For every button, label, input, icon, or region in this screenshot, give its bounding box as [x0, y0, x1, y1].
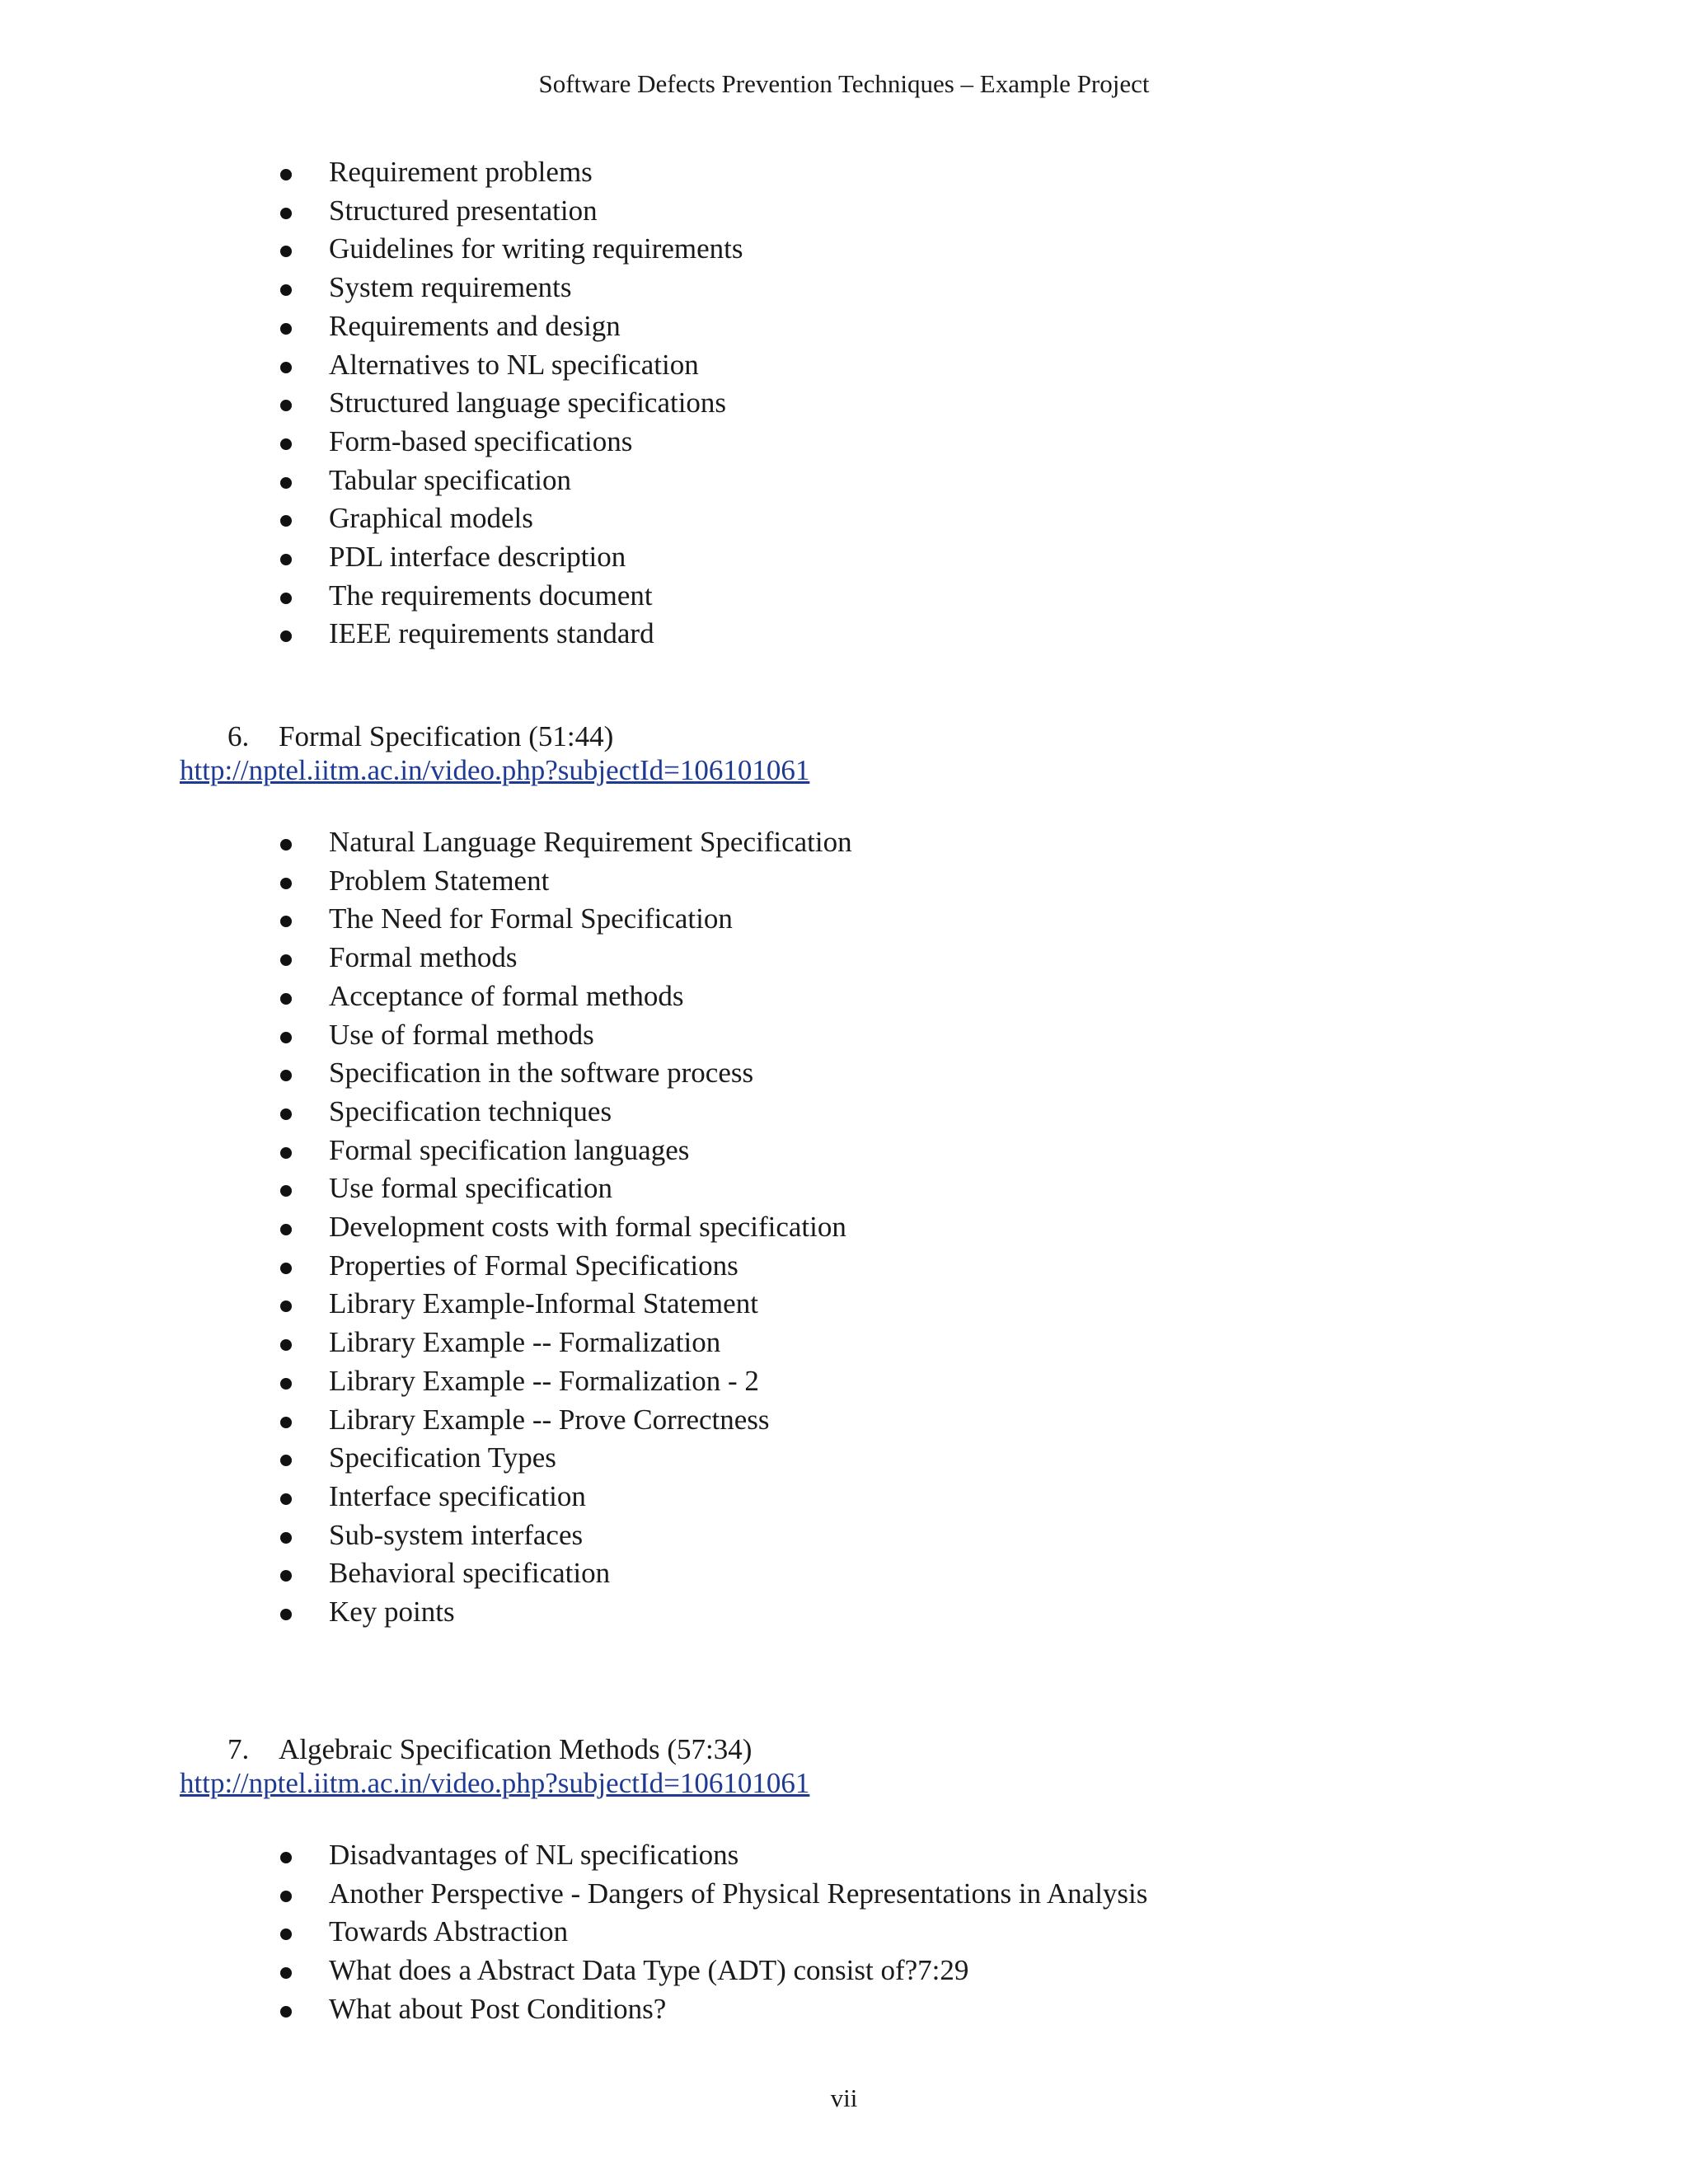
list-item: [278, 900, 852, 939]
list-item: [278, 1478, 852, 1516]
bullet-icon: [280, 1108, 292, 1120]
bullet-icon: [280, 1224, 292, 1235]
section-title: Algebraic Specification Methods (57:34): [279, 1733, 753, 1765]
list-item: [278, 1324, 852, 1362]
list-item-text: Use of formal methods: [329, 1018, 594, 1051]
list-item: [278, 1952, 1147, 1990]
section-7-heading: [227, 1732, 752, 1768]
list-item-text: Disadvantages of NL specifications: [329, 1839, 739, 1871]
list-item-text: Library Example -- Prove Correctness: [329, 1403, 770, 1436]
section-number: 7.: [227, 1733, 250, 1765]
list-item-text: Structured presentation: [329, 194, 598, 227]
list-item: [278, 1247, 852, 1286]
list-item-text: PDL interface description: [329, 541, 626, 574]
list-item: [278, 823, 852, 862]
section-title: Formal Specification (51:44): [279, 720, 614, 752]
list-item: [278, 423, 743, 462]
list-item: [278, 538, 743, 577]
bullet-icon: [280, 630, 292, 642]
list-item: [278, 1362, 852, 1401]
list-item: [278, 384, 743, 423]
list-item-text: Behavioral specification: [329, 1557, 611, 1590]
list-item: [278, 1208, 852, 1247]
bullet-icon: [280, 839, 292, 851]
bullet-icon: [280, 2006, 292, 2018]
list-item-text: Sub-system interfaces: [329, 1518, 584, 1551]
list-item-text: Specification techniques: [329, 1094, 612, 1127]
list-item-text: Requirement problems: [329, 156, 593, 188]
list-item-text: Library Example -- Formalization - 2: [329, 1364, 759, 1397]
section-6-link[interactable]: http://nptel.iitm.ac.in/video.php?subjectId=106101061: [180, 754, 810, 786]
list-item-text: The Need for Formal Specification: [329, 902, 733, 935]
bullet-icon: [280, 362, 292, 373]
bullet-icon: [280, 1891, 292, 1902]
list-item-text: Formal specification languages: [329, 1133, 690, 1166]
bullet-icon: [280, 208, 292, 219]
list-item: [278, 577, 743, 616]
list-item-text: System requirements: [329, 271, 572, 304]
bullet-icon: [280, 993, 292, 1005]
list-item: [278, 1516, 852, 1555]
list-item-text: What does a Abstract Data Type (ADT) consist of?7:29: [329, 1954, 969, 1987]
list-item-text: Key points: [329, 1596, 455, 1629]
bullet-icon: [280, 1455, 292, 1466]
list-item: [278, 1401, 852, 1440]
top-bullet-list: [278, 153, 743, 654]
list-item: [278, 1169, 852, 1208]
list-item: [278, 1132, 852, 1170]
bullet-icon: [280, 323, 292, 335]
bullet-icon: [280, 1929, 292, 1940]
list-item: [278, 307, 743, 346]
section-6-heading: [227, 719, 613, 755]
page-number: vii: [830, 2083, 858, 2112]
list-item: [278, 615, 743, 654]
bullet-icon: [280, 1532, 292, 1544]
list-item-text: Specification Types: [329, 1441, 556, 1474]
section-7-link[interactable]: http://nptel.iitm.ac.in/video.php?subjectId=106101061: [180, 1767, 810, 1799]
list-item: [278, 192, 743, 231]
list-item-text: Form-based specifications: [329, 424, 633, 457]
list-item-text: Library Example -- Formalization: [329, 1326, 721, 1359]
list-item: [278, 1593, 852, 1632]
bullet-icon: [280, 878, 292, 889]
list-item: [278, 1913, 1147, 1952]
list-item: [278, 1054, 852, 1093]
list-item-text: Another Perspective - Dangers of Physical Representations in Analysis: [329, 1877, 1148, 1910]
list-item-text: Problem Statement: [329, 864, 550, 897]
bullet-icon: [280, 1301, 292, 1312]
bullet-icon: [280, 246, 292, 257]
list-item-text: Properties of Formal Specifications: [329, 1249, 738, 1282]
bullet-icon: [280, 169, 292, 180]
list-item-text: The requirements document: [329, 579, 653, 612]
list-item-text: Library Example-Informal Statement: [329, 1287, 758, 1320]
list-item: [278, 1016, 852, 1055]
bullet-icon: [280, 1417, 292, 1428]
list-item-text: Use formal specification: [329, 1172, 613, 1205]
list-item: [278, 862, 852, 901]
bullet-icon: [280, 1263, 292, 1274]
list-item: [278, 346, 743, 385]
list-item: [278, 153, 743, 192]
list-item: [278, 1554, 852, 1593]
list-item-text: Formal methods: [329, 941, 518, 974]
section-7-bullet-list: [278, 1836, 1147, 2029]
bullet-icon: [280, 400, 292, 411]
bullet-icon: [280, 1493, 292, 1505]
list-item: [278, 499, 743, 538]
bullet-icon: [280, 1852, 292, 1863]
section-6-bullet-list: [278, 823, 852, 1632]
list-item-text: Tabular specification: [329, 463, 571, 496]
list-item: [278, 269, 743, 307]
bullet-icon: [280, 554, 292, 565]
list-item-text: Alternatives to NL specification: [329, 348, 699, 381]
list-item-text: Acceptance of formal methods: [329, 979, 684, 1012]
bullet-icon: [280, 1609, 292, 1620]
bullet-icon: [280, 1147, 292, 1159]
list-item: [278, 230, 743, 269]
list-item-text: IEEE requirements standard: [329, 617, 654, 650]
list-item-text: Structured language specifications: [329, 387, 727, 419]
list-item-text: Requirements and design: [329, 309, 621, 342]
bullet-icon: [280, 1378, 292, 1390]
list-item-text: Development costs with formal specification: [329, 1211, 846, 1244]
list-item-text: Specification in the software process: [329, 1057, 754, 1090]
list-item: [278, 1285, 852, 1324]
list-item: [278, 462, 743, 500]
bullet-icon: [280, 1070, 292, 1081]
list-item-text: Towards Abstraction: [329, 1915, 569, 1948]
list-item-text: Guidelines for writing requirements: [329, 232, 743, 265]
section-number: 6.: [227, 720, 250, 752]
bullet-icon: [280, 916, 292, 927]
bullet-icon: [280, 1967, 292, 1979]
list-item: [278, 977, 852, 1016]
bullet-icon: [280, 515, 292, 527]
bullet-icon: [280, 284, 292, 296]
list-item-text: Graphical models: [329, 502, 533, 535]
bullet-icon: [280, 1570, 292, 1582]
bullet-icon: [280, 477, 292, 489]
list-item-text: What about Post Conditions?: [329, 1992, 667, 2025]
list-item: [278, 1875, 1147, 1914]
page-header: Software Defects Prevention Techniques – Example Project: [538, 69, 1150, 98]
bullet-icon: [280, 954, 292, 966]
list-item: [278, 939, 852, 977]
bullet-icon: [280, 438, 292, 450]
bullet-icon: [280, 1339, 292, 1351]
bullet-icon: [280, 593, 292, 604]
list-item-text: Interface specification: [329, 1479, 586, 1512]
list-item: [278, 1990, 1147, 2029]
list-item-text: Natural Language Requirement Specification: [329, 826, 852, 858]
list-item: [278, 1093, 852, 1132]
bullet-icon: [280, 1185, 292, 1197]
list-item: [278, 1439, 852, 1478]
bullet-icon: [280, 1032, 292, 1043]
list-item: [278, 1836, 1147, 1875]
